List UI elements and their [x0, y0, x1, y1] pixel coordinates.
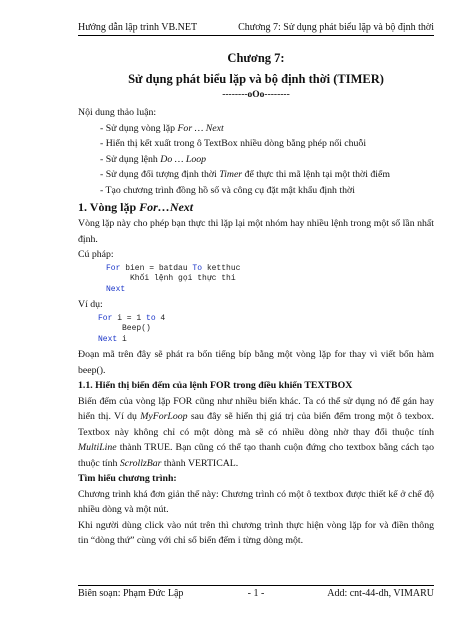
- code-line: Next: [106, 284, 126, 294]
- program-paragraph-2: Khi người dùng click vào nút trên thì chương trình thực hiện vòng lặp for và điền thông tin “dòng thứ” cùng với chỉ số biến đếm i từng dòng một.: [78, 519, 434, 546]
- program-paragraph-1: Chương trình khá đơn giản thế này: Chương trình có một ô textbox được thiết kế ở chế độ nhiều dòng và một nút.: [78, 488, 434, 515]
- intro-list: [78, 121, 434, 199]
- title-separator: --------oOo--------: [222, 90, 290, 100]
- code-line: Khối lệnh gọi thực thi: [106, 274, 236, 283]
- page-content: [78, 50, 434, 549]
- code-line: Beep(): [98, 324, 151, 333]
- chapter-number: Chương 7:: [227, 51, 285, 65]
- intro-bullet: - Hiển thị kết xuất trong ô TextBox nhiều dòng bằng phép nối chuỗi: [100, 138, 367, 149]
- section-1-heading: 1. Vòng lặp For…Next: [78, 200, 194, 214]
- example-label: Ví dụ:: [78, 299, 103, 310]
- header-right: Chương 7: Sử dụng phát biểu lặp và bộ định thời: [238, 22, 434, 33]
- intro-bullet: - Sử dụng vòng lặp For … Next: [100, 122, 224, 134]
- syntax-label: Cú pháp:: [78, 249, 114, 260]
- code-line: For i = 1 to 4: [98, 313, 166, 323]
- syntax-code-block: [78, 264, 434, 296]
- section-1-1-heading: 1.1. Hiển thị biến đếm của lệnh FOR trong điều khiển TEXTBOX: [78, 380, 353, 391]
- program-heading: Tìm hiểu chương trình:: [78, 473, 177, 484]
- section-1-1-paragraph: Biến đếm của vòng lặp FOR cũng như nhiều biến khác. Ta có thể sử dụng nó để gán hay hiển thị. Ví dụ MyForLoop sau đây sẽ hiển thị giá trị của biến đếm trong một ô texbox. Textbox này không chỉ có một dòng mà sẽ có nhiều dòng nhờ thay đổi thuộc tính MultiLine thành TRUE. Bạn cũng có thể tạo thanh cuộn đứng cho textbox bằng cách tạo thuộc tính ScrollzBar thành VERTICAL.: [78, 395, 434, 469]
- footer-left: Biên soạn: Phạm Đức Lập: [78, 588, 184, 599]
- section-1-description: Vòng lặp này cho phép bạn thực thi lặp lại một nhóm hay nhiều lệnh trong một số lần nhất định.: [78, 218, 434, 245]
- intro-heading: Nội dung thảo luận:: [78, 107, 157, 118]
- footer-right: Add: cnt-44-dh, VIMARU: [327, 588, 434, 599]
- footer-page-number: - 1 -: [247, 588, 265, 599]
- code-line: Next i: [98, 334, 127, 344]
- running-footer: [78, 585, 434, 601]
- intro-bullet: - Sử dụng lệnh Do … Loop: [100, 153, 207, 165]
- code-line: For bien = batdau To ketthuc: [106, 263, 241, 273]
- example-code-block: [78, 314, 434, 346]
- chapter-title: Sử dụng phát biểu lặp và bộ định thời (TIMER): [128, 72, 384, 86]
- intro-bullet: - Tạo chương trình đồng hồ số và công cụ đặt mật khẩu định thời: [100, 184, 355, 196]
- intro-bullet: - Sử dụng đối tượng định thời Timer để thực thi mã lệnh tại một thời điểm: [100, 169, 391, 180]
- header-left: Hướng dẫn lập trình VB.NET: [78, 22, 198, 33]
- example-description: Đoạn mã trên đây sẽ phát ra bốn tiếng bíp bằng một vòng lặp for thay vì viết bốn hàm beep().: [78, 349, 434, 376]
- running-header: [78, 21, 434, 36]
